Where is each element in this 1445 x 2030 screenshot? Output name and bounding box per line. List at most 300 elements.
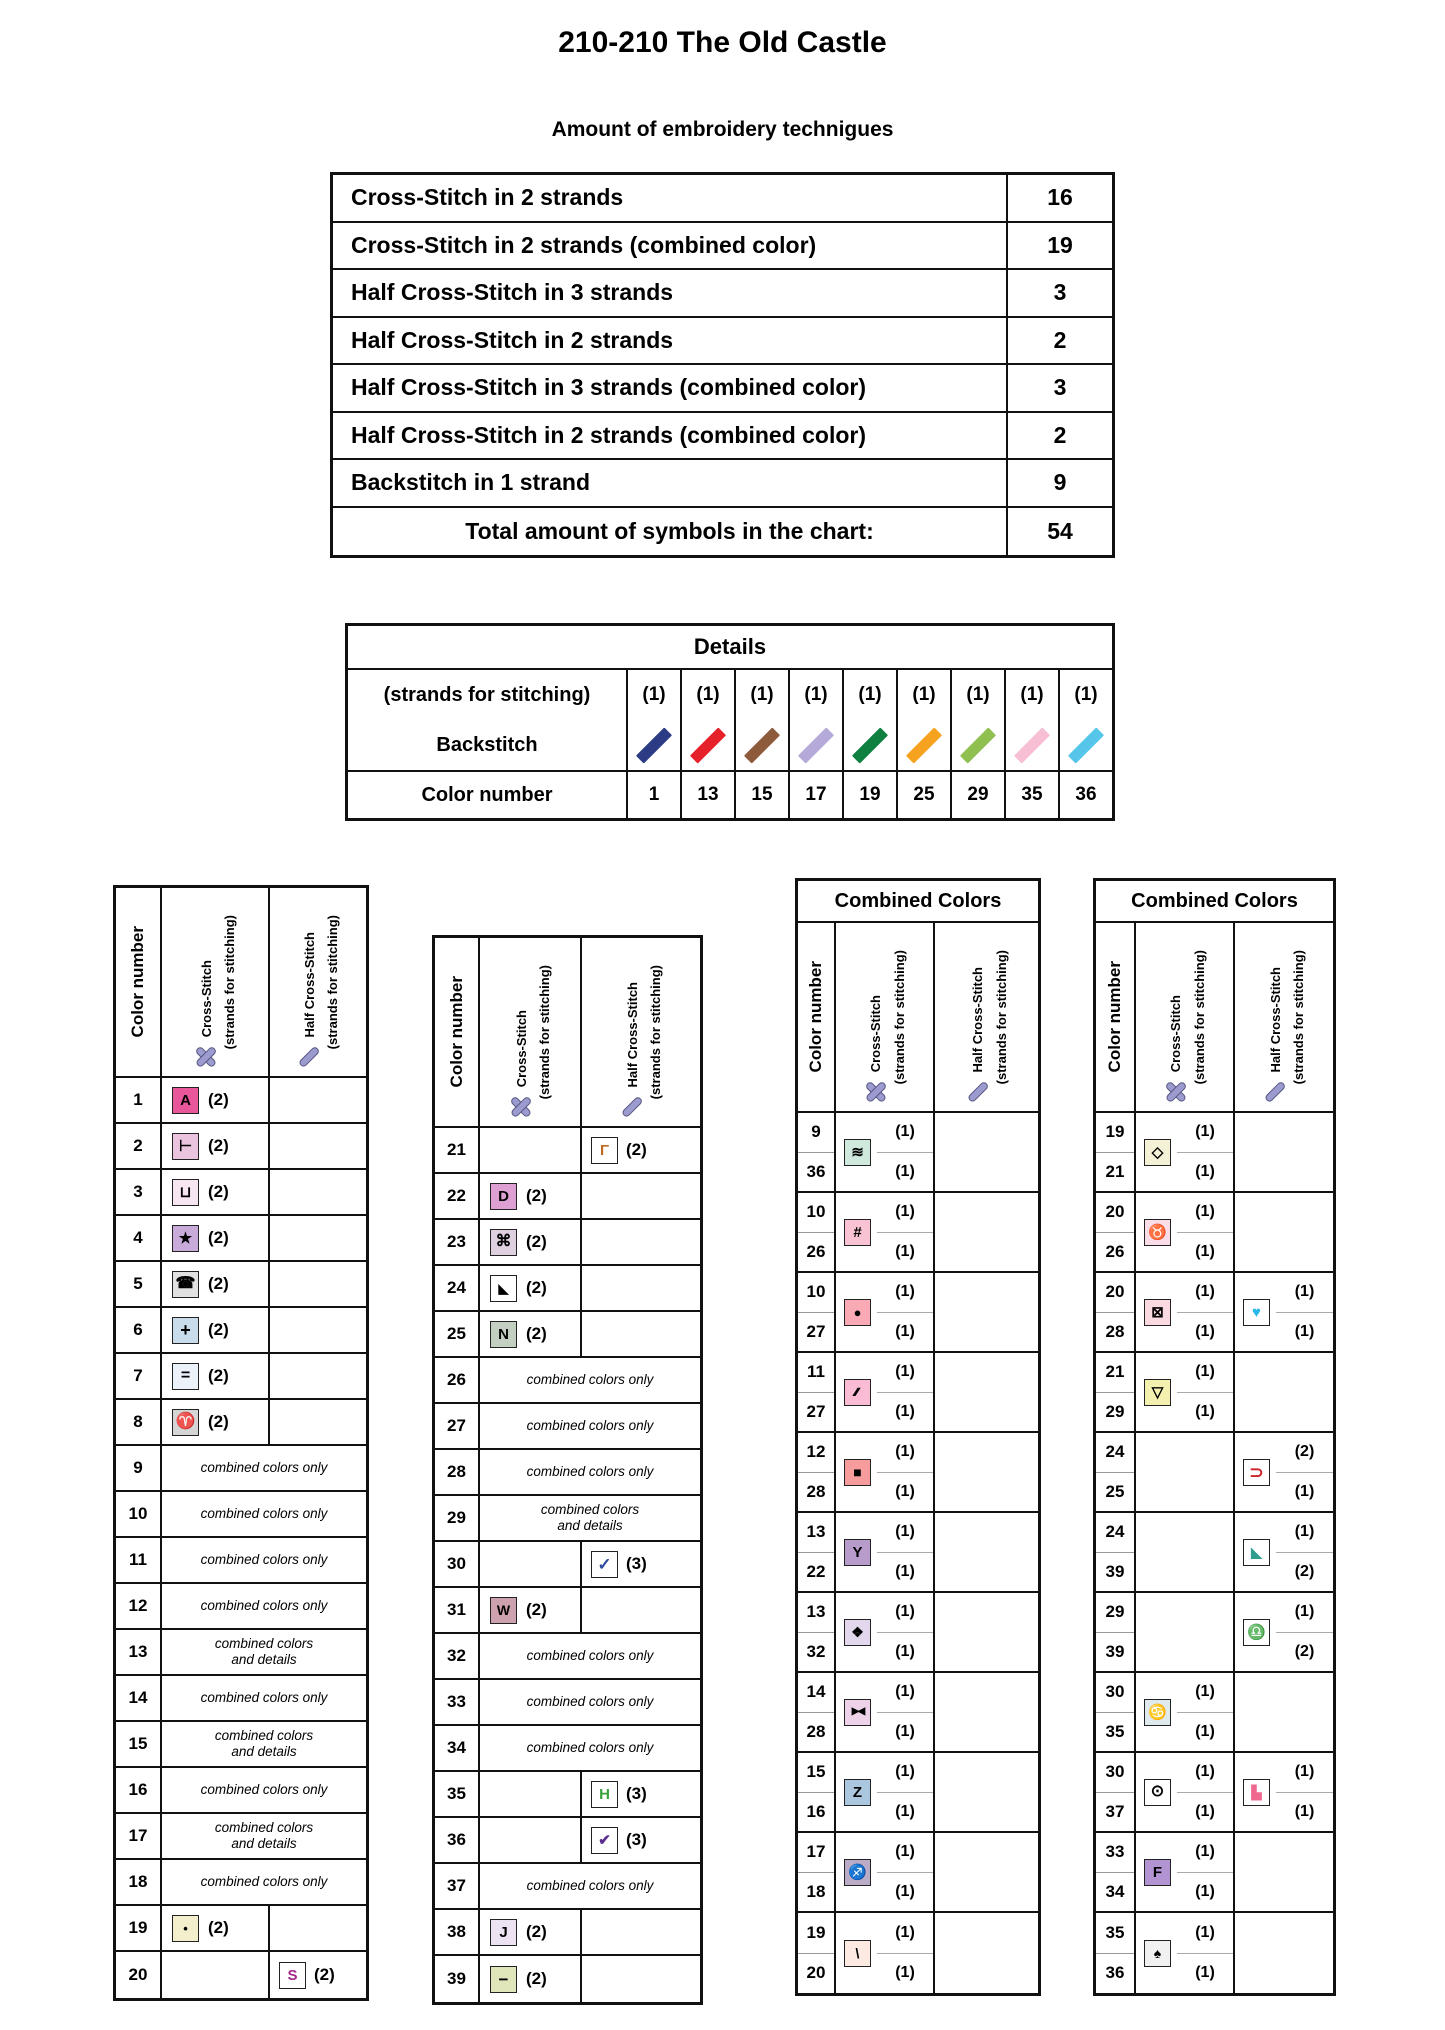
technique-value: 9 xyxy=(1053,469,1067,496)
symbol-box: − xyxy=(490,1966,517,1993)
color-number: 24 xyxy=(1096,1433,1134,1473)
strands-value: (1) xyxy=(1195,1964,1215,1982)
color-number: 13 xyxy=(116,1630,162,1674)
symbol-box xyxy=(844,1379,871,1406)
color-number: 29 xyxy=(435,1496,480,1540)
symbol-box: ⊠ xyxy=(1144,1299,1171,1326)
combined-note-line: combined colors only xyxy=(200,1781,328,1797)
symbol-box: ☎ xyxy=(172,1271,199,1298)
color-number: 15 xyxy=(116,1722,162,1766)
half-cross-stitch-cell xyxy=(582,1956,700,2002)
backstitch-swatch-cell xyxy=(626,720,680,770)
strands-value: (1) xyxy=(1276,1513,1333,1553)
strands-value: (1) xyxy=(1195,1802,1215,1820)
symbol-box: # xyxy=(844,1219,871,1246)
color-number: 27 xyxy=(806,1401,826,1421)
combined-pair xyxy=(798,1193,1038,1273)
color-number: 6 xyxy=(116,1308,162,1352)
strands-value: (1) xyxy=(1294,1802,1315,1820)
technique-row xyxy=(333,175,1112,223)
color-row xyxy=(116,1262,366,1308)
color-number-pair xyxy=(798,1513,836,1591)
color-row xyxy=(116,1538,366,1584)
color-number: 37 xyxy=(435,1864,480,1908)
color-row xyxy=(116,1216,366,1262)
strands-value: (1) xyxy=(895,1322,915,1340)
combined-note xyxy=(162,1584,366,1628)
cross-stitch-cell xyxy=(162,1308,270,1352)
cross-stitch-cell xyxy=(1136,1433,1235,1511)
combined-pair xyxy=(1096,1593,1333,1673)
half-cross-stitch-cell xyxy=(1235,1673,1333,1751)
color-number-header xyxy=(1096,923,1136,1111)
half-cross-stitch-cell xyxy=(1235,1193,1333,1271)
backstitch-swatch xyxy=(906,727,942,763)
combined-note-line: combined colors only xyxy=(526,1647,654,1663)
combined-note-line: combined colors only xyxy=(526,1877,654,1893)
strands-value: (1) xyxy=(1177,1913,1233,1954)
color-number: 35 xyxy=(1105,1721,1125,1741)
strands-value: (2) xyxy=(208,1182,229,1201)
strands-value: (2) xyxy=(208,1274,229,1293)
combined-note xyxy=(480,1864,700,1908)
half-cross-stitch-cell xyxy=(1235,1433,1333,1511)
symbol-box: A xyxy=(172,1087,199,1114)
color-number-pair xyxy=(798,1433,836,1511)
page-title: 210-210 The Old Castle xyxy=(558,26,887,59)
cross-stitch-label: Cross-Stitch xyxy=(1168,994,1183,1072)
symbol-box: J xyxy=(490,1919,517,1946)
technique-label: Cross-Stitch in 2 strands xyxy=(333,175,1008,221)
color-row xyxy=(435,1174,700,1220)
cross-stitch-cell xyxy=(836,1753,935,1831)
strands-value: (2) xyxy=(526,1600,547,1619)
color-number: 21 xyxy=(435,1128,480,1172)
strands-label: (strands for stitching) xyxy=(993,949,1009,1085)
backstitch-color-number: 36 xyxy=(1058,772,1112,818)
half-cross-stitch-cell xyxy=(935,1433,1038,1511)
cross-stitch-header xyxy=(1136,923,1235,1111)
half-cross-stitch-icon xyxy=(619,1093,645,1119)
backstitch-swatch xyxy=(852,727,888,763)
strands-value: (1) xyxy=(895,1964,915,1982)
strands-values xyxy=(1177,1833,1233,1911)
cross-stitch-cell xyxy=(836,1913,935,1993)
color-number: 24 xyxy=(1096,1513,1134,1553)
cross-stitch-cell xyxy=(1136,1193,1235,1271)
color-number-label: Color number xyxy=(446,976,466,1088)
color-number: 21 xyxy=(1105,1161,1125,1181)
technique-row xyxy=(333,508,1112,556)
symbol-box: ♠ xyxy=(1144,1940,1171,1967)
backstitch-swatch-cell xyxy=(680,720,734,770)
half-cross-stitch-header xyxy=(582,938,700,1126)
color-number-pair xyxy=(1096,1913,1136,1993)
strands-value: (1) xyxy=(1177,1113,1233,1153)
color-row xyxy=(435,1220,700,1266)
color-row xyxy=(435,1726,700,1772)
half-cross-stitch-cell xyxy=(270,1354,366,1398)
color-number-pair xyxy=(1096,1673,1136,1751)
color-row xyxy=(116,1860,366,1906)
color-number-pair xyxy=(798,1193,836,1271)
symbol-box: ▙ xyxy=(1243,1779,1270,1806)
half-cross-stitch-cell xyxy=(270,1400,366,1444)
symbol-box: Γ xyxy=(591,1137,618,1164)
cross-stitch-cell xyxy=(162,1952,270,1998)
color-row xyxy=(435,1910,700,1956)
color-number: 11 xyxy=(798,1353,834,1393)
cross-stitch-cell xyxy=(162,1400,270,1444)
half-cross-stitch-label: Half Cross-Stitch xyxy=(970,966,985,1072)
color-number: 19 xyxy=(116,1906,162,1950)
color-number: 17 xyxy=(798,1833,834,1873)
symbol-box: • xyxy=(172,1915,199,1942)
cross-stitch-icon xyxy=(508,1093,534,1119)
combined-note-line: combined colors xyxy=(214,1819,314,1835)
color-row xyxy=(116,1952,366,1998)
strands-value: (1) xyxy=(877,1193,933,1233)
color-number: 32 xyxy=(806,1641,826,1661)
strands-value: (1) xyxy=(1195,1162,1215,1180)
strands-values xyxy=(877,1833,933,1911)
strand-count: (1) xyxy=(734,670,788,720)
combined-pair xyxy=(1096,1433,1333,1513)
backstitch-swatch-cell xyxy=(1004,720,1058,770)
details-strands-row xyxy=(348,670,1112,720)
strands-label: (strands for stitching) xyxy=(537,964,552,1100)
combined-pair xyxy=(1096,1113,1333,1193)
backstitch-swatch xyxy=(960,727,996,763)
color-row xyxy=(116,1492,366,1538)
strands-label: (strands for stitching) xyxy=(325,914,340,1050)
strands-value: (1) xyxy=(1276,1593,1333,1633)
strands-value: (2) xyxy=(1276,1433,1333,1473)
combined-note-line: combined colors only xyxy=(200,1459,328,1475)
cross-stitch-cell xyxy=(1136,1673,1235,1751)
half-cross-stitch-cell xyxy=(1235,1833,1333,1911)
combined-pair xyxy=(798,1273,1038,1353)
color-number: 37 xyxy=(1105,1801,1125,1821)
color-row xyxy=(435,1680,700,1726)
color-number-pair xyxy=(798,1833,836,1911)
strands-value: (2) xyxy=(626,1140,647,1159)
cross-stitch-cell xyxy=(162,1262,270,1306)
legend-header xyxy=(798,923,1038,1113)
color-row xyxy=(435,1634,700,1680)
backstitch-color-number: 29 xyxy=(950,772,1004,818)
color-legend-table-1 xyxy=(113,885,369,2001)
color-number-pair xyxy=(1096,1513,1136,1591)
color-number: 26 xyxy=(806,1241,826,1261)
cross-stitch-cell xyxy=(480,1266,582,1310)
cross-stitch-group xyxy=(863,930,889,1104)
strands-values xyxy=(877,1753,933,1831)
strands-values xyxy=(877,1353,933,1431)
symbol-box: ♐ xyxy=(844,1859,871,1886)
half-cross-stitch-header xyxy=(270,888,366,1076)
strands-values xyxy=(1276,1273,1333,1351)
symbol-box: W xyxy=(490,1597,517,1624)
color-number: 20 xyxy=(1096,1193,1134,1233)
technique-value: 54 xyxy=(1047,517,1073,544)
color-row xyxy=(116,1124,366,1170)
strands-value: (2) xyxy=(208,1228,229,1247)
half-cross-stitch-cell xyxy=(1235,1913,1333,1993)
strands-values xyxy=(877,1673,933,1751)
symbol-box: ⊙ xyxy=(1144,1779,1171,1806)
color-number: 23 xyxy=(435,1220,480,1264)
combined-note xyxy=(480,1358,700,1402)
combined-colors-table-1 xyxy=(795,878,1041,1996)
color-number-pair xyxy=(798,1913,836,1993)
color-number: 13 xyxy=(798,1593,834,1633)
symbol-box: ♉ xyxy=(1144,1219,1171,1246)
color-number: 39 xyxy=(1105,1561,1125,1581)
strands-label: (strands for stitching) xyxy=(222,914,237,1050)
strands-value: (2) xyxy=(208,1136,229,1155)
techniques-table xyxy=(330,172,1115,558)
combined-note-line: and details xyxy=(557,1518,623,1533)
combined-pair xyxy=(798,1753,1038,1833)
color-number-pair xyxy=(1096,1433,1136,1511)
strands-values xyxy=(1177,1673,1233,1751)
strands-value: (1) xyxy=(1294,1482,1315,1500)
combined-pair xyxy=(798,1513,1038,1593)
color-number-pair xyxy=(1096,1753,1136,1831)
symbol-box: ⊢ xyxy=(172,1133,199,1160)
color-number: 36 xyxy=(1105,1963,1125,1983)
color-row xyxy=(435,1772,700,1818)
color-number: 12 xyxy=(116,1584,162,1628)
half-cross-stitch-label: Half Cross-Stitch xyxy=(1267,966,1283,1072)
cross-stitch-cell xyxy=(1136,1753,1235,1831)
symbol-box: F xyxy=(1144,1859,1171,1886)
color-number-header xyxy=(435,938,480,1126)
symbol-box: ✓ xyxy=(591,1551,618,1578)
combined-note-line: combined colors xyxy=(214,1727,314,1743)
cross-stitch-group xyxy=(508,945,534,1119)
combined-pair xyxy=(1096,1833,1333,1913)
strands-value: (1) xyxy=(1276,1753,1333,1793)
strands-label: (strands for stitching) xyxy=(1291,949,1306,1085)
color-number: 38 xyxy=(435,1910,480,1954)
color-number: 29 xyxy=(1105,1401,1125,1421)
color-number-label: Color number xyxy=(128,926,147,1038)
combined-note-line: combined colors only xyxy=(526,1739,654,1755)
combined-note-line: combined colors only xyxy=(526,1417,654,1433)
combined-note-line: and details xyxy=(231,1652,297,1667)
strands-value: (2) xyxy=(208,1366,229,1385)
symbol-box: ❖ xyxy=(844,1619,871,1646)
cross-stitch-cell xyxy=(1136,1913,1235,1993)
strands-value: (1) xyxy=(877,1833,933,1873)
strand-count: (1) xyxy=(896,670,950,720)
color-number: 10 xyxy=(798,1273,834,1313)
color-row xyxy=(116,1722,366,1768)
half-cross-stitch-cell xyxy=(935,1513,1038,1591)
half-cross-stitch-cell xyxy=(935,1193,1038,1271)
color-number: 9 xyxy=(798,1113,834,1153)
half-cross-stitch-cell xyxy=(935,1753,1038,1831)
combined-note xyxy=(480,1450,700,1494)
combined-note-line: combined colors only xyxy=(200,1597,328,1613)
color-row xyxy=(435,1864,700,1910)
color-row xyxy=(116,1354,366,1400)
color-number: 16 xyxy=(806,1801,826,1821)
color-number: 28 xyxy=(806,1721,826,1741)
cross-stitch-cell xyxy=(1136,1273,1235,1351)
combined-note-line: combined colors xyxy=(540,1501,640,1517)
color-number: 2 xyxy=(116,1124,162,1168)
strands-value: (1) xyxy=(895,1882,915,1900)
strands-label: (strands for stitching) xyxy=(648,964,663,1100)
combined-note-line: combined colors only xyxy=(200,1551,328,1567)
combined-pair xyxy=(1096,1913,1333,1993)
symbol-box: ◇ xyxy=(1144,1139,1171,1166)
color-number: 22 xyxy=(435,1174,480,1218)
combined-note xyxy=(162,1860,366,1904)
strands-value: (1) xyxy=(877,1753,933,1793)
symbol-box: ⊔ xyxy=(172,1179,199,1206)
half-cross-stitch-cell xyxy=(270,1308,366,1352)
combined-note-line: and details xyxy=(231,1744,297,1759)
color-row xyxy=(116,1308,366,1354)
cross-stitch-icon xyxy=(1163,1078,1189,1104)
strand-count: (1) xyxy=(1004,670,1058,720)
half-cross-stitch-cell xyxy=(582,1312,700,1356)
color-row xyxy=(116,1630,366,1676)
details-colornum-row xyxy=(348,772,1112,818)
half-cross-stitch-cell xyxy=(582,1910,700,1954)
cross-stitch-cell xyxy=(836,1193,935,1271)
color-row xyxy=(435,1956,700,2002)
cross-stitch-label: Cross-Stitch xyxy=(198,959,214,1037)
color-number-pair xyxy=(798,1673,836,1751)
cross-stitch-icon xyxy=(863,1078,889,1104)
backstitch-swatch xyxy=(1068,727,1104,763)
color-number: 34 xyxy=(435,1726,480,1770)
color-number: 18 xyxy=(806,1881,826,1901)
cross-stitch-cell xyxy=(836,1113,935,1191)
color-number: 11 xyxy=(116,1538,162,1582)
strands-value: (1) xyxy=(877,1673,933,1713)
technique-row xyxy=(333,413,1112,461)
color-row xyxy=(116,1446,366,1492)
strands-values xyxy=(1276,1433,1333,1511)
color-number: 10 xyxy=(116,1492,162,1536)
cross-stitch-cell xyxy=(836,1513,935,1591)
color-number: 31 xyxy=(435,1588,480,1632)
color-number: 1 xyxy=(116,1078,162,1122)
symbol-box: ✔ xyxy=(591,1827,618,1854)
strands-values xyxy=(877,1113,933,1191)
color-row xyxy=(116,1400,366,1446)
color-number: 22 xyxy=(806,1561,826,1581)
color-row xyxy=(435,1128,700,1174)
symbol-box: = xyxy=(172,1363,199,1390)
color-number: 9 xyxy=(116,1446,162,1490)
technique-label: Half Cross-Stitch in 3 strands (combined color) xyxy=(333,365,1008,411)
cross-stitch-cell xyxy=(480,1588,582,1632)
combined-pair xyxy=(798,1673,1038,1753)
cross-stitch-cell xyxy=(1136,1513,1235,1591)
technique-label: Half Cross-Stitch in 3 strands xyxy=(333,270,1008,316)
color-row xyxy=(116,1814,366,1860)
half-cross-stitch-header xyxy=(1235,923,1333,1111)
strands-value: (2) xyxy=(526,1186,547,1205)
symbol-box: ◣ xyxy=(490,1275,517,1302)
color-number: 26 xyxy=(435,1358,480,1402)
color-number: 33 xyxy=(1096,1833,1134,1873)
half-cross-stitch-cell xyxy=(1235,1513,1333,1591)
color-number-pair xyxy=(1096,1833,1136,1911)
symbol-box: ▽ xyxy=(1144,1379,1171,1406)
color-number: 7 xyxy=(116,1354,162,1398)
backstitch-color-number: 13 xyxy=(680,772,734,818)
color-row xyxy=(116,1078,366,1124)
half-cross-stitch-cell xyxy=(935,1833,1038,1911)
color-number: 30 xyxy=(1096,1753,1134,1793)
color-legend-table-2 xyxy=(432,935,703,2005)
symbol-box: \ xyxy=(844,1940,871,1967)
strands-value: (1) xyxy=(1177,1833,1233,1873)
color-number: 20 xyxy=(806,1963,826,1983)
strands-value: (1) xyxy=(895,1162,915,1180)
symbol-box: H xyxy=(591,1781,618,1808)
strands-value: (1) xyxy=(1177,1753,1233,1793)
technique-label: Cross-Stitch in 2 strands (combined color) xyxy=(333,223,1008,269)
strands-values xyxy=(877,1433,933,1511)
strands-value: (2) xyxy=(208,1320,229,1339)
color-number: 30 xyxy=(435,1542,480,1586)
cross-stitch-cell xyxy=(1136,1593,1235,1671)
color-number-pair xyxy=(798,1353,836,1431)
color-number: 14 xyxy=(798,1673,834,1713)
symbol-box: ♎ xyxy=(1243,1619,1270,1646)
combined-pair xyxy=(798,1913,1038,1993)
legend-header xyxy=(1096,923,1333,1113)
strands-value: (1) xyxy=(877,1113,933,1153)
strand-count: (1) xyxy=(842,670,896,720)
half-cross-stitch-cell xyxy=(1235,1593,1333,1671)
cross-stitch-header xyxy=(162,888,270,1076)
combined-pair xyxy=(798,1433,1038,1513)
strands-value: (1) xyxy=(1195,1722,1215,1740)
color-number: 19 xyxy=(798,1913,834,1954)
color-number-pair xyxy=(1096,1273,1136,1351)
technique-value: 19 xyxy=(1047,231,1073,258)
half-cross-stitch-cell xyxy=(935,1673,1038,1751)
combined-note-line: combined colors only xyxy=(200,1689,328,1705)
color-number: 29 xyxy=(1096,1593,1134,1633)
color-row xyxy=(116,1676,366,1722)
color-row xyxy=(435,1450,700,1496)
backstitch-color-number: 25 xyxy=(896,772,950,818)
backstitch-swatch xyxy=(636,727,672,763)
combined-note xyxy=(480,1404,700,1448)
color-number: 10 xyxy=(798,1193,834,1233)
cross-stitch-icon xyxy=(193,1043,219,1069)
strands-value: (2) xyxy=(1294,1562,1315,1580)
details-table xyxy=(345,623,1115,821)
half-cross-stitch-cell xyxy=(1235,1273,1333,1351)
color-number: 21 xyxy=(1096,1353,1134,1393)
strands-value: (1) xyxy=(895,1802,915,1820)
strand-count: (1) xyxy=(950,670,1004,720)
color-number: 18 xyxy=(116,1860,162,1904)
strands-value: (1) xyxy=(1177,1673,1233,1713)
